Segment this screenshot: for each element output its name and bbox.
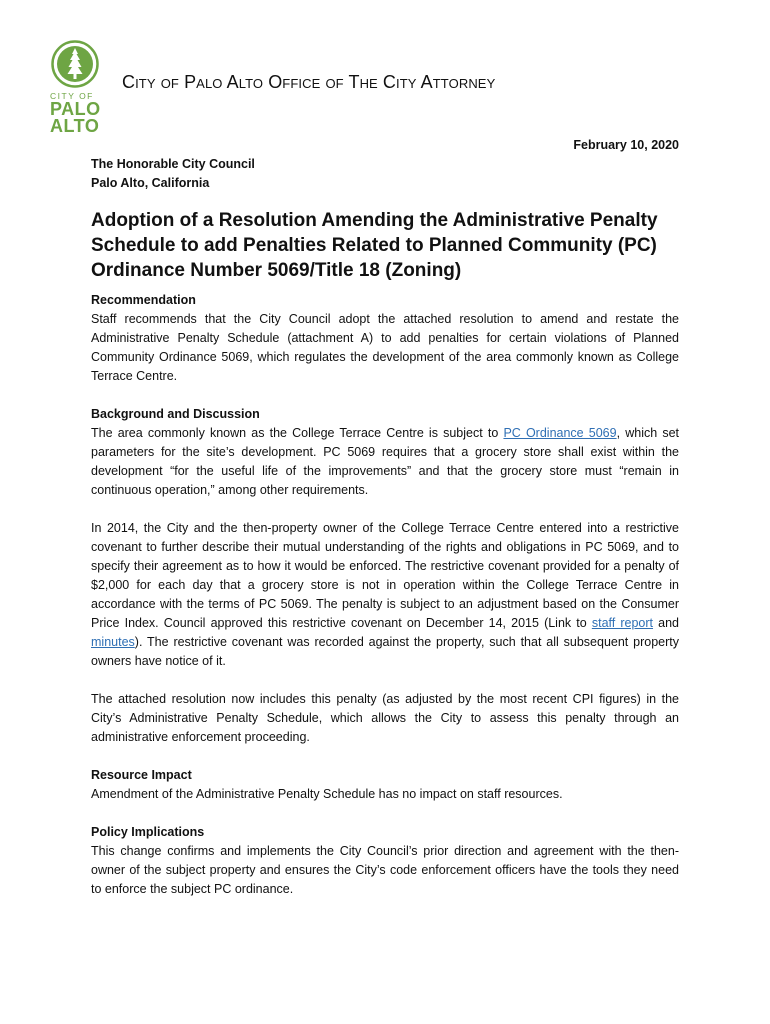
logo-text-alto: ALTO <box>50 116 100 136</box>
addressee-line-1: The Honorable City Council <box>91 157 255 171</box>
office-header-title: City of Palo Alto Office of The City Attorney <box>122 72 496 92</box>
city-logo <box>50 40 100 135</box>
addressee-block <box>91 155 255 193</box>
staff-report-link[interactable]: staff report <box>591 616 654 630</box>
background-paragraph-2 <box>91 519 679 671</box>
background-p2-text-pre: In 2014, the City and the then-property owner of the College Terrace Centre entered into a restrictive covenant to further describe their mutual understanding of the rights and obligations in PC 5069, and to specify their agreement as to how it would be enforced. The restrictive covenant provided for a penalty of $2,000 for each day that a grocery store is not in operation within the College Terrace Centre in accordance with the terms of PC 5069. The penalty is subject to an adjustment based on the Consumer Price Index. Council approved this restrictive covenant on December 14, 2015 (Link to <box>91 521 679 630</box>
pc-ordinance-link[interactable]: PC Ordinance 5069 <box>503 426 617 440</box>
recommendation-heading: Recommendation <box>91 293 196 307</box>
logo-text-palo: PALO <box>50 99 101 119</box>
policy-implications-paragraph: This change confirms and implements the City Council’s prior direction and agreement with the then-owner of the subject property and ensures the City’s code enforcement officers have the tools they need to enforce the subject PC ordinance. <box>91 844 679 896</box>
background-paragraph-3: The attached resolution now includes this penalty (as adjusted by the most recent CPI figures) in the City’s Administrative Penalty Schedule, which allows the City to assess this penalty through an administrative enforcement proceeding. <box>91 692 679 744</box>
addressee-line-2: Palo Alto, California <box>91 176 210 190</box>
recommendation-paragraph: Staff recommends that the City Council adopt the attached resolution to amend and restate the Administrative Penalty Schedule (attachment A) to add penalties for certain violations of Planned Community Ordinance 5069, which regulates the development of the area commonly known as College Terrace Centre. <box>91 312 679 383</box>
report-body <box>91 291 679 918</box>
background-heading: Background and Discussion <box>91 407 260 421</box>
background-paragraph-1 <box>91 424 679 500</box>
background-p2-text-mid: and <box>653 616 679 630</box>
background-p2-text-post: ). The restrictive covenant was recorded against the property, such that all subsequent property owners have notice of it. <box>91 635 679 668</box>
minutes-link[interactable]: minutes <box>91 635 135 649</box>
report-date: February 10, 2020 <box>573 138 679 152</box>
report-title: Adoption of a Resolution Amending the Administrative Penalty Schedule to add Penalties Related to Planned Community (PC) Ordinance Number 5069/Title 18 (Zoning) <box>91 210 658 281</box>
resource-impact-heading: Resource Impact <box>91 768 192 782</box>
tree-seal-icon <box>51 40 99 88</box>
background-p1-text-post: , which set parameters for the site’s development. PC 5069 requires that a grocery store shall exist within the development “for the useful life of the improvements” and that the grocery store must “remain in continuous operation,” among other requirements. <box>91 426 679 497</box>
logo-text-city-of: CITY OF <box>50 91 94 101</box>
resource-impact-paragraph: Amendment of the Administrative Penalty Schedule has no impact on staff resources. <box>91 787 563 801</box>
policy-implications-heading: Policy Implications <box>91 825 205 839</box>
background-p1-text-pre: The area commonly known as the College Terrace Centre is subject to <box>91 426 504 440</box>
